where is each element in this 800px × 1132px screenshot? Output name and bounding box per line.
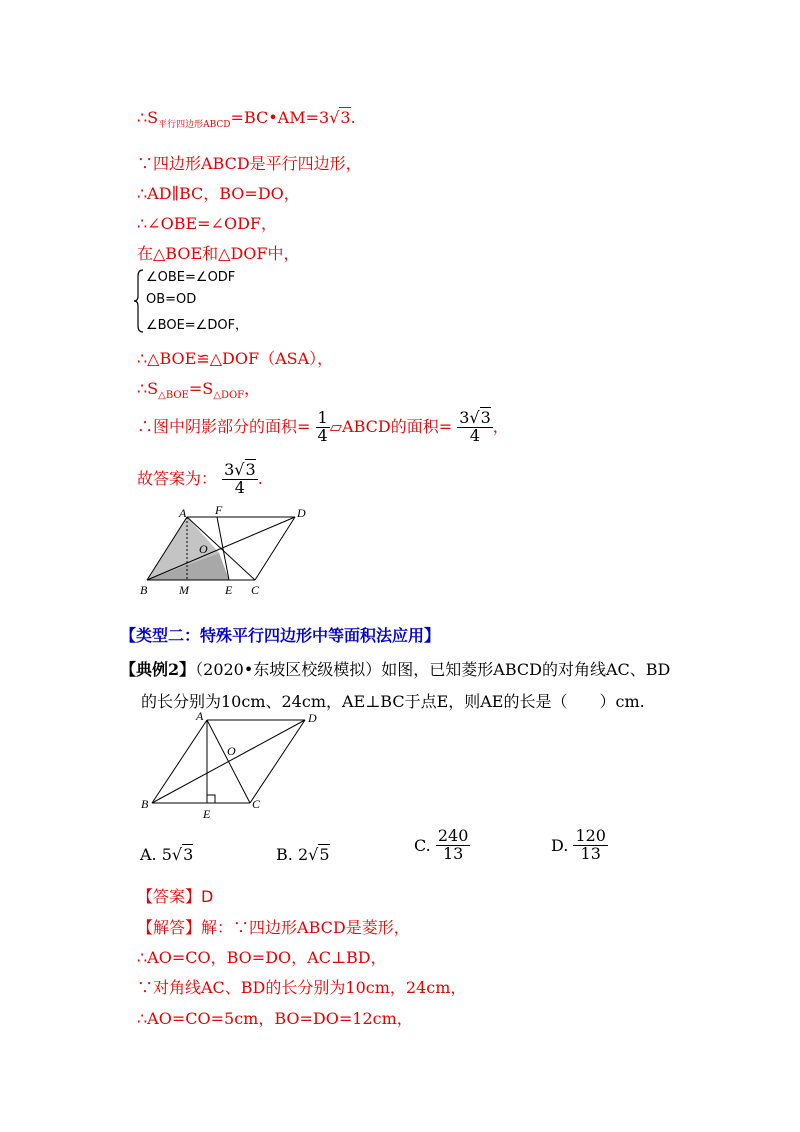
rhombus-figure-2 bbox=[135, 708, 335, 823]
section-heading: 【类型二：特殊平行四边形中等面积法应用】 bbox=[120, 626, 441, 645]
answer-tag: 【答案】 bbox=[137, 887, 202, 906]
label-F: F bbox=[215, 505, 223, 517]
solution-line-4: ∴∠OBE=∠ODF， bbox=[137, 214, 278, 233]
solution-line-7: $\therefore S_{\triangle BOE}=S_{\triangle DOF}$， bbox=[137, 379, 261, 402]
parallelogram-figure-1 bbox=[135, 505, 335, 600]
solution2-line-2: ∴AO=CO，BO=DO，AC⊥BD， bbox=[137, 948, 387, 967]
option-c-fraction: $\frac{240}{13}$ bbox=[437, 826, 469, 863]
answer-row bbox=[137, 884, 213, 907]
system-eq-2: OB=OD bbox=[146, 292, 197, 307]
example-tag: 【典例2】 bbox=[120, 660, 196, 679]
answer-value: D bbox=[201, 887, 214, 906]
fraction-result: $\frac{3√3}{4}$ bbox=[459, 408, 491, 445]
fraction-quarter: $\frac{1}{4}$ bbox=[317, 408, 328, 445]
option-c[interactable]: C. $\frac{240}{13}$ bbox=[414, 826, 469, 863]
solution-line-2: ∵四边形ABCD是平行四边形， bbox=[137, 154, 362, 173]
label-D: D bbox=[297, 506, 306, 520]
left-brace-icon bbox=[133, 268, 145, 334]
answer-line: 故答案为： $\frac{3√3}{4}$ . bbox=[137, 460, 263, 497]
option-d-fraction: $\frac{120}{13}$ bbox=[575, 826, 606, 863]
equation-system bbox=[133, 268, 263, 334]
example-2-line-1: 【典例2】（2020•东坡区校级模拟）如图，已知菱形ABCD的对角线AC、BD bbox=[120, 660, 671, 679]
label-E: E bbox=[225, 583, 233, 597]
label-B2: B bbox=[141, 797, 149, 811]
system-eq-1: ∠OBE=∠ODF bbox=[146, 270, 236, 285]
solution-line-5: 在△BOE和△DOF中， bbox=[137, 244, 300, 263]
label-D2: D bbox=[308, 711, 317, 725]
label-B: B bbox=[140, 583, 148, 597]
label-O: O bbox=[199, 542, 208, 556]
label-C2: C bbox=[252, 797, 261, 811]
solution2-line-4: ∴AO=CO=5cm，BO=DO=12cm， bbox=[137, 1009, 413, 1028]
label-C: C bbox=[251, 583, 260, 597]
right-angle-mark bbox=[207, 795, 215, 803]
solution2-line-3: ∵对角线AC、BD的长分别为10cm，24cm， bbox=[137, 978, 467, 997]
area-formula-line: $\therefore S_{平行四边形ABCD}=BC•AM=3√3$. bbox=[137, 108, 356, 131]
option-d[interactable]: D. $\frac{120}{13}$ bbox=[551, 826, 606, 863]
option-a[interactable]: A. 5√3 bbox=[140, 845, 194, 864]
analysis-tag: 【解答】 bbox=[137, 918, 202, 937]
analysis-row: 【解答】解：∵四边形ABCD是菱形， bbox=[137, 918, 410, 937]
example-2-line-2: 的长分别为10cm、24cm，AE⊥BC于点E，则AE的长是（ ）cm. bbox=[141, 692, 645, 711]
label-E2: E bbox=[203, 807, 211, 821]
option-b[interactable]: B. 2√5 bbox=[276, 845, 330, 864]
label-A: A bbox=[179, 506, 187, 520]
system-eq-3: ∠BOE=∠DOF， bbox=[146, 318, 249, 333]
answer-fraction: $\frac{3√3}{4}$ bbox=[224, 460, 256, 497]
label-A2: A bbox=[196, 709, 204, 723]
shaded-area-line: ∴图中阴影部分的面积= $\frac{1}{4}$ ▱ABCD的面积= $\frac{3√3}{4}$ ， bbox=[137, 408, 509, 445]
label-M: M bbox=[179, 583, 189, 597]
solution-line-3: ∴AD∥BC，BO=DO， bbox=[137, 184, 300, 203]
label-O2: O bbox=[227, 744, 236, 758]
solution-line-6: ∴△BOE≌△DOF（ASA）， bbox=[137, 349, 334, 368]
